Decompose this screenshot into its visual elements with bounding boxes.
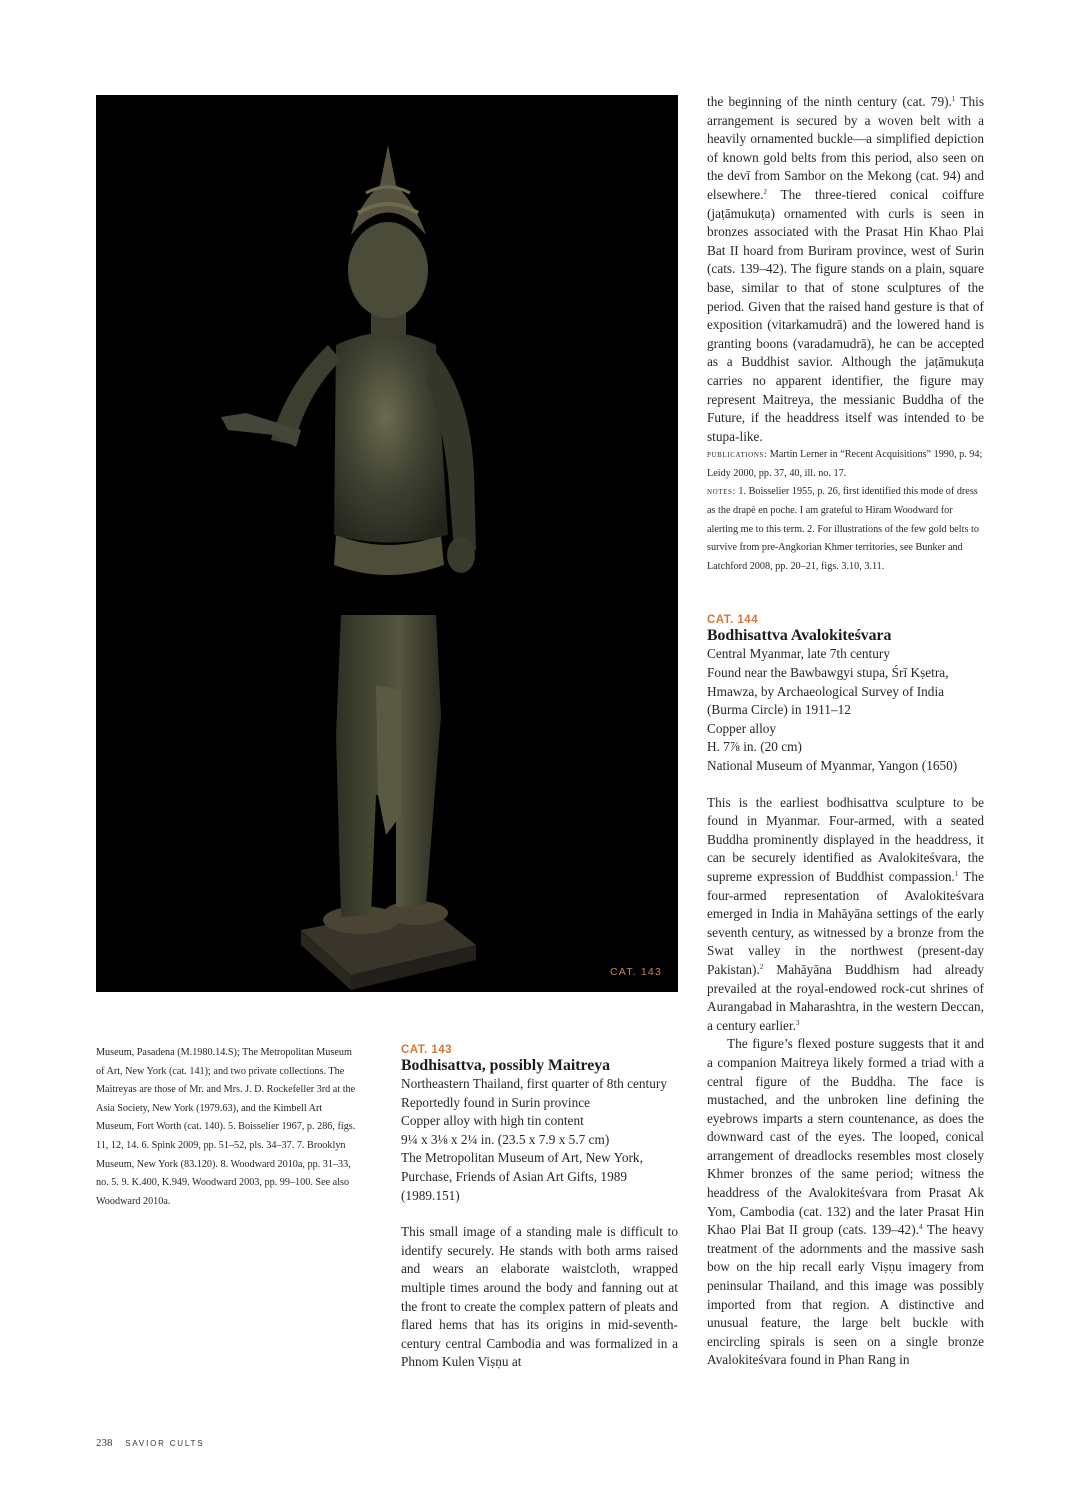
cat-144-meta-dimensions: H. 7⅞ in. (20 cm) xyxy=(707,739,802,755)
cat-144-meta-origin: Central Myanmar, late 7th century xyxy=(707,646,890,662)
cat-143-meta-findspot: Reportedly found in Surin province xyxy=(401,1094,591,1110)
cat-143-title: Bodhisattva, possibly Maitreya xyxy=(401,1057,611,1074)
cat-144-meta-findspot: Found near the Bawbawgyi stupa, Śrī Kṣetra, Hmawza, by Archaeological Survey of India (Burma Circle) in 1911–12 xyxy=(707,665,949,718)
cat-143-body: This small image of a standing male is difficult to identify securely. He stands with both arms raised and wears an elaborate waistcloth, wrapped multiple times around the body and fanning out at the front to create the complex pattern of pleats and flared hems that has its origins in mid-seventh-century central Cambodia and was formalized in a Phnom Kulen Viṣṇu at xyxy=(401,1224,678,1370)
continued-text: the beginning of the ninth century (cat. 79).$^1$ This arrangement is secured by a woven belt with a heavily ornamented buckle—a simplified depiction of known gold belts from this period, also seen on the devī from Sambor on the Mekong (cat. 94) and elsewhere.$^2$ The three-tiered conical coiffure (jaṭāmukuṭa) ornamented with curls is seen in bronzes associated with the Prasat Hin Khao Plai Bat II hoard from Buriram province, west of Surin (cats. 139–42). The figure stands on a plain, square base, similar to that of stone sculptures of the period. Given that the raised hand gesture is that of exposition (vitarkamudrā) and the lowered hand is granting boons (varadamudrā), he can be accepted as a Buddhist savior. Although the jaṭāmukuṭa carries no apparent identifier, the figure may represent Maitreya, the messianic Buddha of the Future, if the headdress itself was intended to be stupa-like. xyxy=(707,94,984,444)
artwork-photo xyxy=(96,95,678,992)
page-footer xyxy=(96,1437,204,1449)
cat-143-entry xyxy=(401,1044,678,1372)
cat-143-meta-material: Copper alloy with high tin content xyxy=(401,1113,584,1129)
bronze-figure-icon xyxy=(96,95,678,992)
figure-caption: CAT. 143 xyxy=(609,966,662,978)
cat-144-paragraph-1: This is the earliest bodhisattva sculpture to be found in Myanmar. Four-armed, with a seated Buddha prominently displayed in the headdress, it can be securely identified as Avalokiteśvara, the supreme expression of Buddhist compassion.$^1$ The four-armed representation of Avalokiteśvara emerged in India in Mahāyāna settings of the early seventh century, as witnessed by a bronze from the Swat valley in the northwest (present-day Pakistan).$^2$ Mahāyāna Buddhism had already prevailed at the royal-endowed rock-cut shrines of Aurangabad in Maharashtra, in the western Deccan, a century earlier.$^3$ xyxy=(707,794,984,1033)
cat-143-meta-dimensions: 9¼ x 3⅛ x 2¼ in. (23.5 x 7.9 x 5.7 cm) xyxy=(401,1131,610,1147)
cat-144-meta-collection: National Museum of Myanmar, Yangon (1650) xyxy=(707,758,958,773)
cat-144-meta-material: Copper alloy xyxy=(707,720,777,736)
cat-144-label: CAT. 144 xyxy=(707,614,759,627)
cat-143-label: CAT. 143 xyxy=(401,1044,453,1056)
cat-144-paragraph-2: The figure’s flexed posture suggests that it and a companion Maitreya likely formed a triad with a central figure of the Buddha. The face is mustached, and the unbroken line defining the eyebrows imparts a stern countenance, as does the downward cast of the eyes. The looped, conical arrangement of dreadlocks resembles most closely Khmer bronzes of the same period; witness the headdress of the Avalokiteśvara from Prasat Ak Yom, Cambodia (cat. 132) and the later Prasat Hin Khao Plai Bat II group (cats. 139–42).$^4$ The heavy treatment of the adornments and the massive sash bow on the hip recall early Viṣṇu imagery from peninsular Thailand, and this image was possibly imported from that region. A distinctive and unusual feature, the large belt buckle with encircling spirals is seen on a single bronze Avalokiteśvara found in Phan Rang in xyxy=(707,1036,984,1368)
endnotes-continued: Museum, Pasadena (M.1980.14.S); The Metropolitan Museum of Art, New York (cat. 141); and two private collections. The Maitreyas are those of Mr. and Mrs. J. D. Rockefeller 3rd at the Asia Society, New York (1979.63), and the Kimbell Art Museum, Fort Worth (cat. 140). 5. Boisselier 1967, p. 286, figs. 11, 12, 14. 6. Spink 2009, pp. 51–52, pls. 34–37. 7. Brooklyn Museum, New York (83.120). 8. Woodward 2010a, pp. 31–33, no. 5. 9. K.400, K.949. Woodward 2003, pp. 99–100. See also Woodward 2010a. xyxy=(96,1047,356,1207)
notes: notes: 1. Boisselier 1955, p. 26, first identified this mode of dress as the drapé en poche. I am grateful to Hiram Woodward for alerting me to this term. 2. For illustrations of the few gold belts to survive from pre-Angkorian Khmer territories, see Bunker and Latchford 2008, pp. 20–21, figs. 3.10, 3.11. xyxy=(707,486,979,572)
right-column xyxy=(707,93,984,1370)
publications: publications: Martin Lerner in “Recent Acquisitions” 1990, p. 94; Leidy 2000, pp. 37, 40, ill. no. 17. xyxy=(707,449,983,479)
cat-144-title: Bodhisattva Avalokiteśvara xyxy=(707,627,892,645)
page-number: 238 xyxy=(96,1437,113,1449)
cat-143-meta-collection: The Metropolitan Museum of Art, New York, Purchase, Friends of Asian Art Gifts, 1989 (1989.151) xyxy=(401,1150,643,1203)
cat-143-meta-origin: Northeastern Thailand, first quarter of 8th century xyxy=(401,1076,667,1091)
section-title: SAVIOR CULTS xyxy=(125,1439,205,1448)
